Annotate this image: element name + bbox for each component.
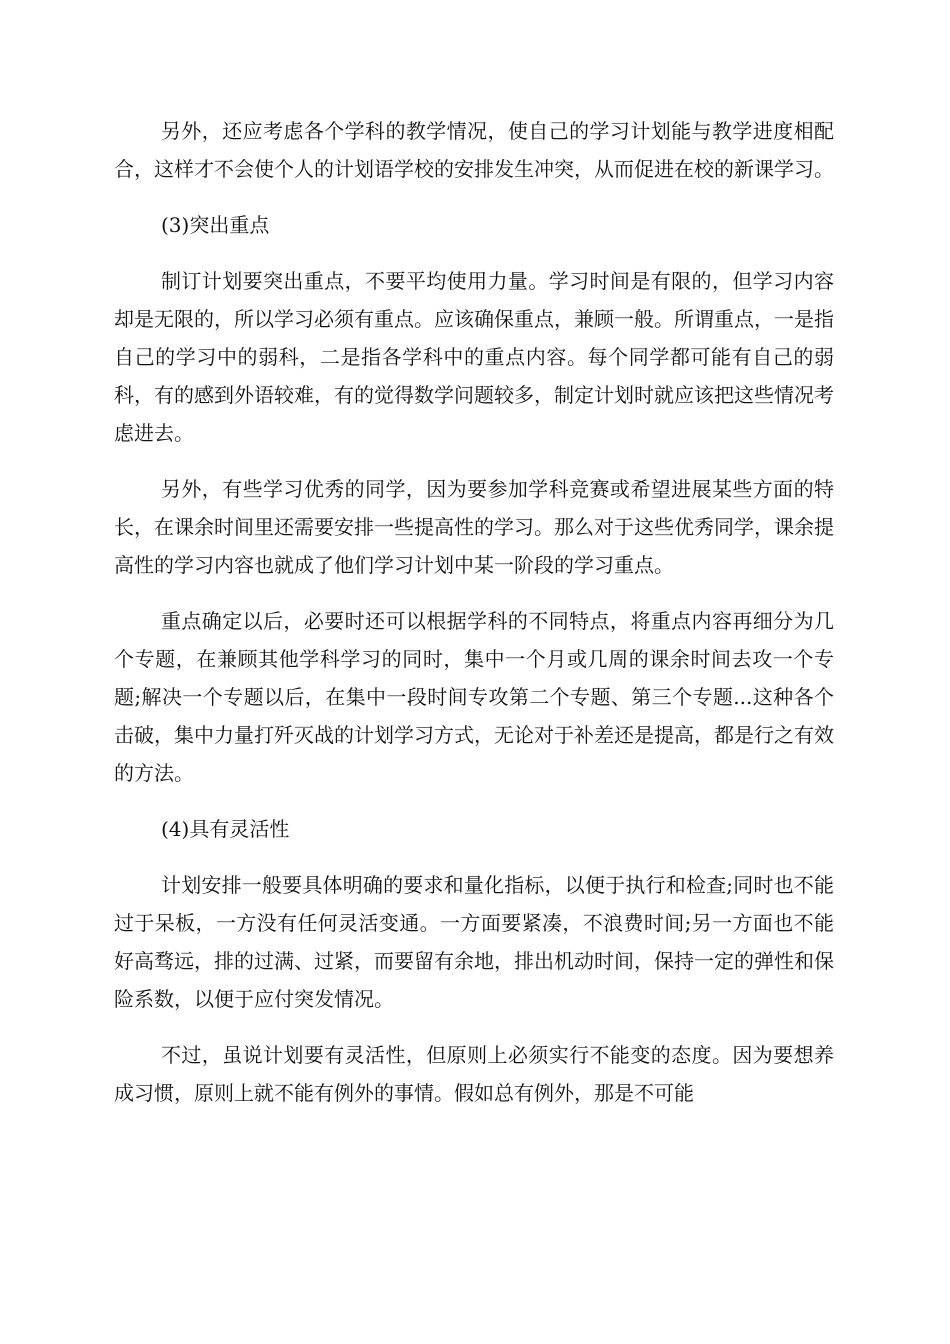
- paragraph: 重点确定以后，必要时还可以根据学科的不同特点，将重点内容再细分为几个专题，在兼顾其他学科学习的同时，集中一个月或几周的课余时间去攻一个专题;解决一个专题以后，在集中一段时间专攻第二个专题、第三个专题...这种各个击破，集中力量打歼灭战的计划学习方式，无论对于补差还是提高，都是行之有效的方法。: [114, 609, 834, 785]
- paragraph: 计划安排一般要具体明确的要求和量化指标，以便于执行和检查;同时也不能过于呆板，一方没有任何灵活变通。一方面要紧凑，不浪费时间;另一方面也不能好高骛远，排的过满、过紧，而要留有余地，排出机动时间，保持一定的弹性和保险系数，以便于应付突发情况。: [114, 873, 834, 1011]
- paragraph: 不过，虽说计划要有灵活性，但原则上必须实行不能变的态度。因为要想养成习惯，原则上就不能有例外的事情。假如总有例外，那是不可能: [114, 1043, 834, 1105]
- section-heading: (3)突出重点: [161, 213, 270, 237]
- paragraph: 另外，有些学习优秀的同学，因为要参加学科竞赛或希望进展某些方面的特长，在课余时间里还需要安排一些提高性的学习。那么对于这些优秀同学，课余提高性的学习内容也就成了他们学习计划中某一阶段的学习重点。: [114, 477, 834, 577]
- paragraph: 制订计划要突出重点，不要平均使用力量。学习时间是有限的，但学习内容却是无限的，所以学习必须有重点。应该确保重点，兼顾一般。所谓重点，一是指自己的学习中的弱科，二是指各学科中的重点内容。每个同学都可能有自己的弱科，有的感到外语较难，有的觉得数学问题较多，制定计划时就应该把这些情况考虑进去。: [114, 269, 834, 445]
- paragraph: 另外，还应考虑各个学科的教学情况，使自己的学习计划能与教学进度相配合，这样才不会使个人的计划语学校的安排发生冲突，从而促进在校的新课学习。: [114, 119, 834, 181]
- section-heading: (4)具有灵活性: [161, 817, 290, 841]
- document-body: [114, 112, 834, 1130]
